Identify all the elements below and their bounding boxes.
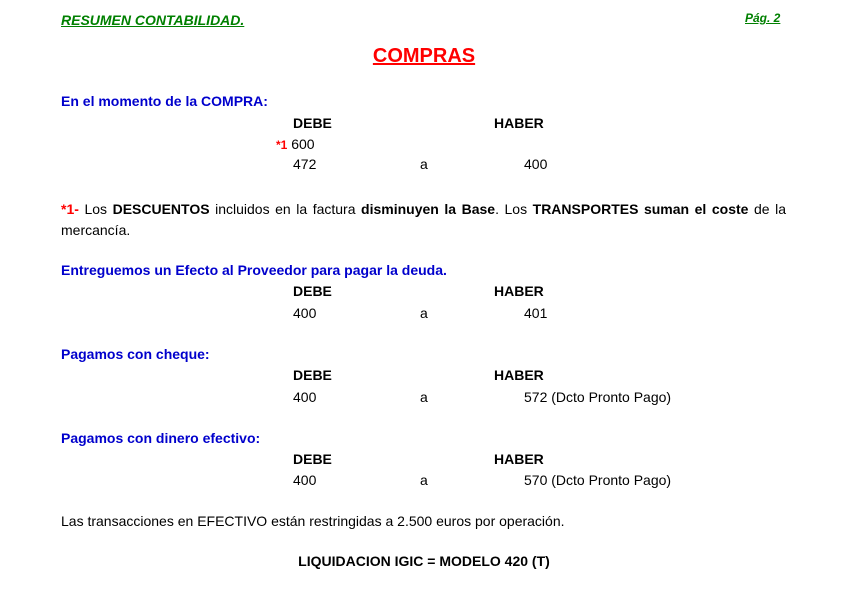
section1-row2-debe: 472 — [293, 156, 317, 172]
note-bold-disminuyen: disminuyen la Base — [361, 201, 496, 217]
section2-haber-value: 401 — [524, 305, 548, 321]
note-text-2: incluidos en la factura — [209, 201, 362, 217]
section1-row1 — [276, 136, 315, 152]
section2-debe-value: 400 — [293, 305, 317, 321]
section2-debe-label: DEBE — [293, 283, 332, 299]
section4-debe-label: DEBE — [293, 451, 332, 467]
section1-row1-debe: 600 — [291, 136, 315, 152]
section3-debe-label: DEBE — [293, 367, 332, 383]
section1-haber-label: HABER — [494, 115, 544, 131]
section4-haber-label: HABER — [494, 451, 544, 467]
section2-haber-label: HABER — [494, 283, 544, 299]
section3-haber-value: 572 (Dcto Pronto Pago) — [524, 389, 672, 405]
note-bold-transportes: TRANSPORTES suman el coste — [532, 201, 749, 217]
efectivo-restriction-note: Las transacciones en EFECTIVO están restringidas a 2.500 euros por operación. — [61, 513, 565, 529]
section1-heading: En el momento de la COMPRA: — [61, 93, 268, 109]
note-text-3: . Los — [495, 201, 533, 217]
section4-heading: Pagamos con dinero efectivo: — [61, 430, 261, 446]
note-text-1: Los — [78, 201, 113, 217]
section3-heading: Pagamos con cheque: — [61, 346, 210, 362]
note-paragraph — [61, 199, 786, 241]
section1-debe-label: DEBE — [293, 115, 332, 131]
section2-heading: Entreguemos un Efecto al Proveedor para pagar la deuda. — [61, 262, 447, 278]
document-title: RESUMEN CONTABILIDAD. — [61, 12, 245, 28]
note-text-4: de la mercancía. — [61, 201, 786, 238]
section1-row2-a: a — [420, 156, 428, 172]
section3-debe-value: 400 — [293, 389, 317, 405]
section1-row2-haber: 400 — [524, 156, 548, 172]
section3-haber-label: HABER — [494, 367, 544, 383]
section3-a: a — [420, 389, 428, 405]
liquidacion-igic-line: LIQUIDACION IGIC = MODELO 420 (T) — [298, 553, 550, 569]
note-paragraph-marker: *1- — [61, 201, 79, 217]
section4-a: a — [420, 472, 428, 488]
note-marker: *1 — [276, 138, 288, 152]
section-title-compras: COMPRAS — [372, 45, 476, 67]
section4-debe-value: 400 — [293, 472, 317, 488]
page-number: Pág. 2 — [745, 11, 781, 25]
note-bold-descuentos: DESCUENTOS — [112, 201, 210, 217]
section2-a: a — [420, 305, 428, 321]
section4-haber-value: 570 (Dcto Pronto Pago) — [524, 472, 672, 488]
